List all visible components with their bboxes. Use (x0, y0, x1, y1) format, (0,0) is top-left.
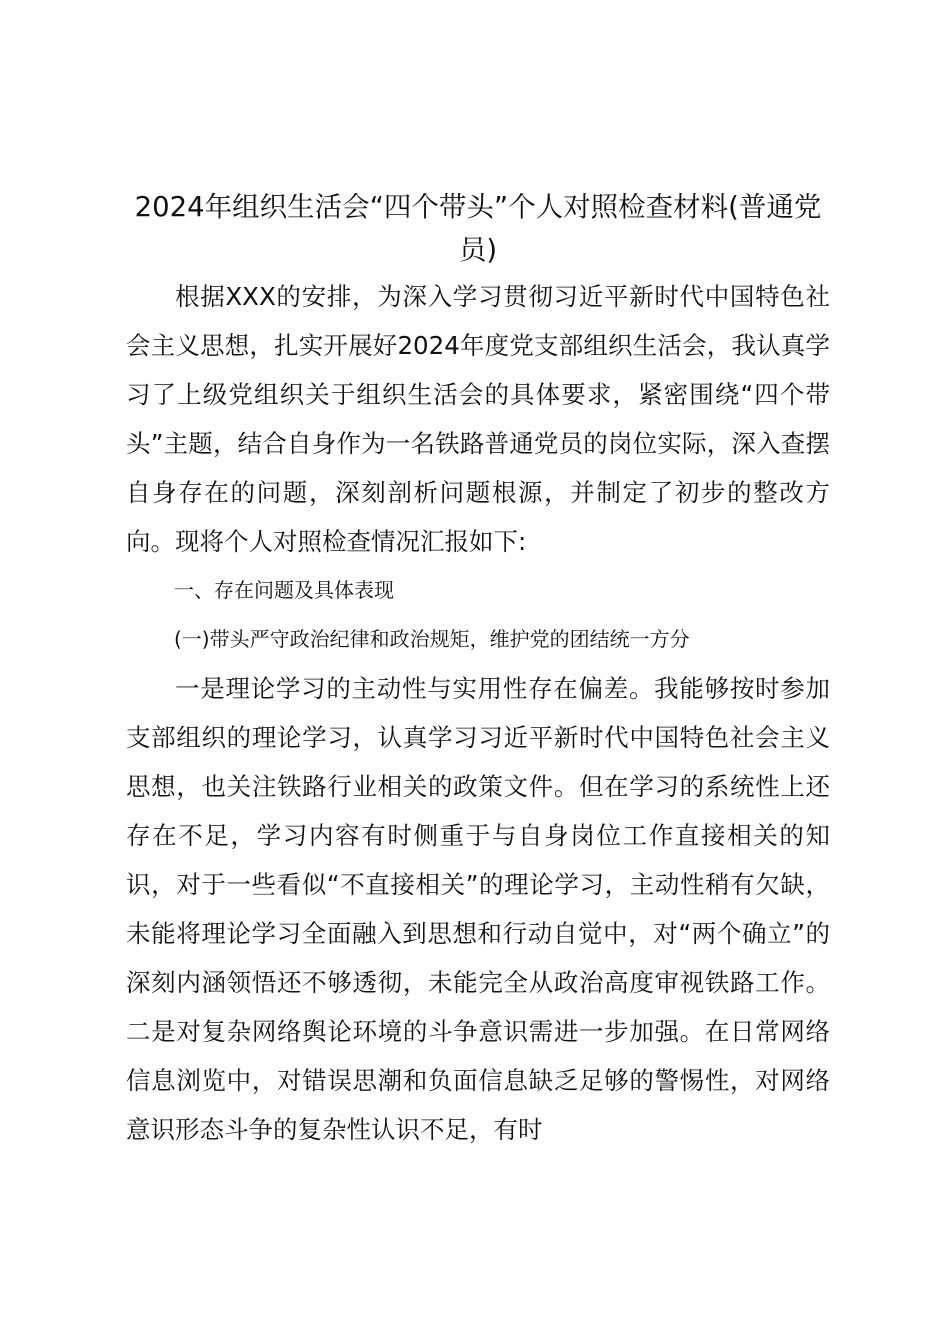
intro-paragraph: 根据XXX的安排，为深入学习贯彻习近平新时代中国特色社会主义思想，扎实开展好2024年度党支部组织生活会，我认真学习了上级党组织关于组织生活会的具体要求，紧密围绕“四个带头”主题，结合自身作为一名铁路普通党员的岗位实际，深入查摆自身存在的问题，深刻剖析问题根源，并制定了初步的整改方向。现将个人对照检查情况汇报如下: (126, 282, 830, 556)
body-paragraph: 一是理论学习的主动性与实用性存在偏差。我能够按时参加支部组织的理论学习，认真学习习近平新时代中国特色社会主义思想，也关注铁路行业相关的政策文件。但在学习的系统性上还存在不足，学习内容有时侧重于与自身岗位工作直接相关的知识，对于一些看似“不直接相关”的理论学习，主动性稍有欠缺，未能将理论学习全面融入到思想和行动自觉中，对“两个确立”的深刻内涵领悟还不够透彻，未能完全从政治高度审视铁路工作。二是对复杂网络舆论环境的斗争意识需进一步加强。在日常网络信息浏览中，对错误思潮和负面信息缺乏足够的警惕性，对网络意识形态斗争的复杂性认识不足，有时 (126, 674, 830, 1144)
section-heading: 一、存在问题及具体表现 (174, 578, 394, 602)
document-title: 2024年组织生活会“四个带头”个人对照检查材料(普通党员) (134, 191, 822, 266)
subsection-heading: (一)带头严守政治纪律和政治规矩，维护党的团结统一方分 (174, 627, 690, 651)
document-page (126, 186, 830, 1154)
